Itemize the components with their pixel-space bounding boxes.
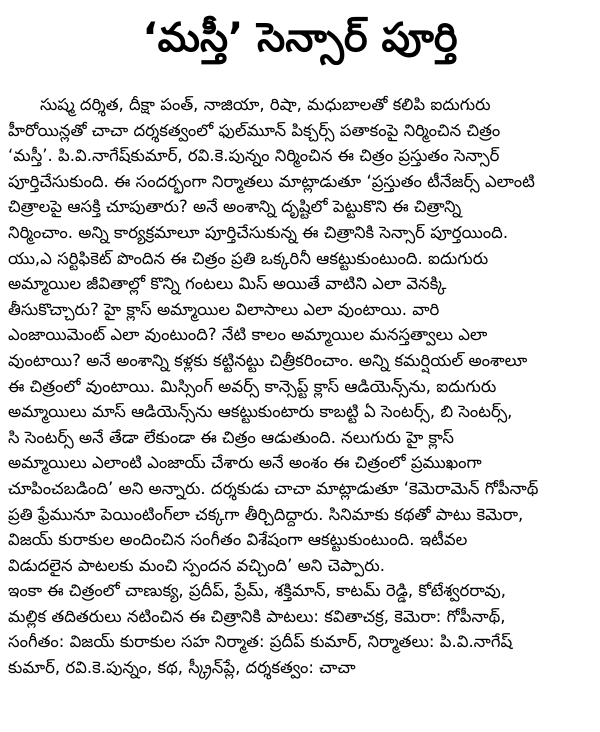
text-line: విజయ్ కురాకుల అందించిన సంగీతం విశేషంగా ఆకట్టుకుంటుంది. ఇటీవల [8,530,468,550]
text-line: వుంటాయి? అనే అంశాన్ని కళ్లకు కట్టినట్టు చిత్రీకరించాం. అన్ని కమర్షియల్ అంశాలూ [8,350,528,370]
text-line: యు,ఎ సర్టిఫికెట్ పొందిన ఈ చిత్రం ప్రతి ఒక్కరినీ ఆకట్టుకుంటుంది. ఐదుగురు [8,248,489,268]
text-line: ప్రతి ఫ్రేమునూ పెయింటింగ్‌లా చక్కగా తీర్చిదిద్దారు. సినిమాకు కథతో పాటు కెమెరా, [8,504,524,524]
text-line: చిత్రాలపై ఆసక్తి చూపుతారు? అనే అంశాన్ని దృష్టిలో పెట్టుకొని ఈ చిత్రాన్ని [8,197,462,217]
text-line: పూర్తిచేసుకుంది. ఈ సందర్భంగా నిర్మాతలు మాట్లాడుతూ ‘ప్రస్తుతం టీనేజర్స్ ఎలాంటి [8,171,535,191]
text-line: అమ్మాయిల జీవితాల్లో కొన్ని గంటలు మిస్ అయితే వాటిని ఎలా వెనక్కి [8,274,447,294]
article-body [8,92,594,681]
text-line: కుమార్, రవి.కె.పున్నం, కథ, స్క్రీన్‌ప్లే, దర్శకత్వం: చాచా [8,658,356,678]
headline: ‘మస్తీ’ సెన్సార్ పూర్తి [142,15,458,61]
text-line: ఎంజాయిమెంట్ ఎలా వుంటుంది? నేటి కాలం అమ్మాయిల మనస్తత్వాలు ఎలా [8,325,488,345]
text-line: చూపించబడింది’ అని అన్నారు. దర్శకుడు చాచా మాట్లాడుతూ ‘కెమెరామెన్ గోపీనాథ్ [8,478,539,498]
text-line: సంగీతం: విజయ్ కురాకుల సహ నిర్మాత: ప్రదీప్ కుమార్, నిర్మాతలు: పి.వి.నాగేష్ [8,632,513,652]
text-line: ఇంకా ఈ చిత్రంలో చాణుక్య, ప్రదీప్, ప్రేమ్, శక్తిమాన్, కాటమ్ రెడ్డి, కోటేశ్వరరావు, [8,581,506,601]
text-line: మల్లిక తదితరులు నటించిన ఈ చిత్రానికి పాటలు: కవితాచక్ర, కెమెరా: గోపీనాథ్, [8,606,506,626]
text-line: విడుదలైన పాటలకు మంచి స్పందన వచ్చింది’ అని చెప్పారు. [8,555,385,575]
text-line: నిర్మించాం. అన్ని కార్యక్రమాలూ పూర్తిచేసుకున్న ఈ చిత్రానికి సెన్సార్ పూర్తయింది. [8,222,509,242]
text-line: హీరోయిన్లతో చాచా దర్శకత్వంలో ఫుల్‌మూన్ పిక్చర్స్ పతాకంపై నిర్మించిన చిత్రం [8,120,501,140]
text-line: అమ్మాయిలు ఎలాంటి ఎంజాయ్ చేశారు అనే అంశం ఈ చిత్రంలో ప్రముఖంగా [8,453,482,473]
text-line: అమ్మాయిలు మాస్ ఆడియెన్స్‌ను ఆకట్టుకుంటారు కాబట్టి ఏ సెంటర్స్, బి సెంటర్స్, [8,402,513,422]
text-line: ‘మస్తీ’. పి.వి.నాగేష్‌కుమార్, రవి.కె.పున్నం నిర్మించిన ఈ చిత్రం ప్రస్తుతం సెన్సార్ [8,146,500,166]
text-line: సి సెంటర్స్ అనే తేడా లేకుండా ఈ చిత్రం ఆడుతుంది. నలుగురు హై క్లాస్ [8,427,454,447]
text-line: ఈ చిత్రంలో వుంటాయి. మిస్సింగ్ అవర్స్ కాన్సెప్ట్ క్లాస్ ఆడియెన్స్‌ను, ఐదుగురు [8,376,497,396]
text-line: సుష్మ దర్శిత, దీక్షా పంత్, నాజియా, రిషా, మధుబాలతో కలిపి ఐదుగురు [40,95,491,114]
text-line: తీసుకొచ్చారు? హై క్లాస్ అమ్మాయిల విలాసాలు ఎలా వుంటాయి. వారి [8,299,440,319]
